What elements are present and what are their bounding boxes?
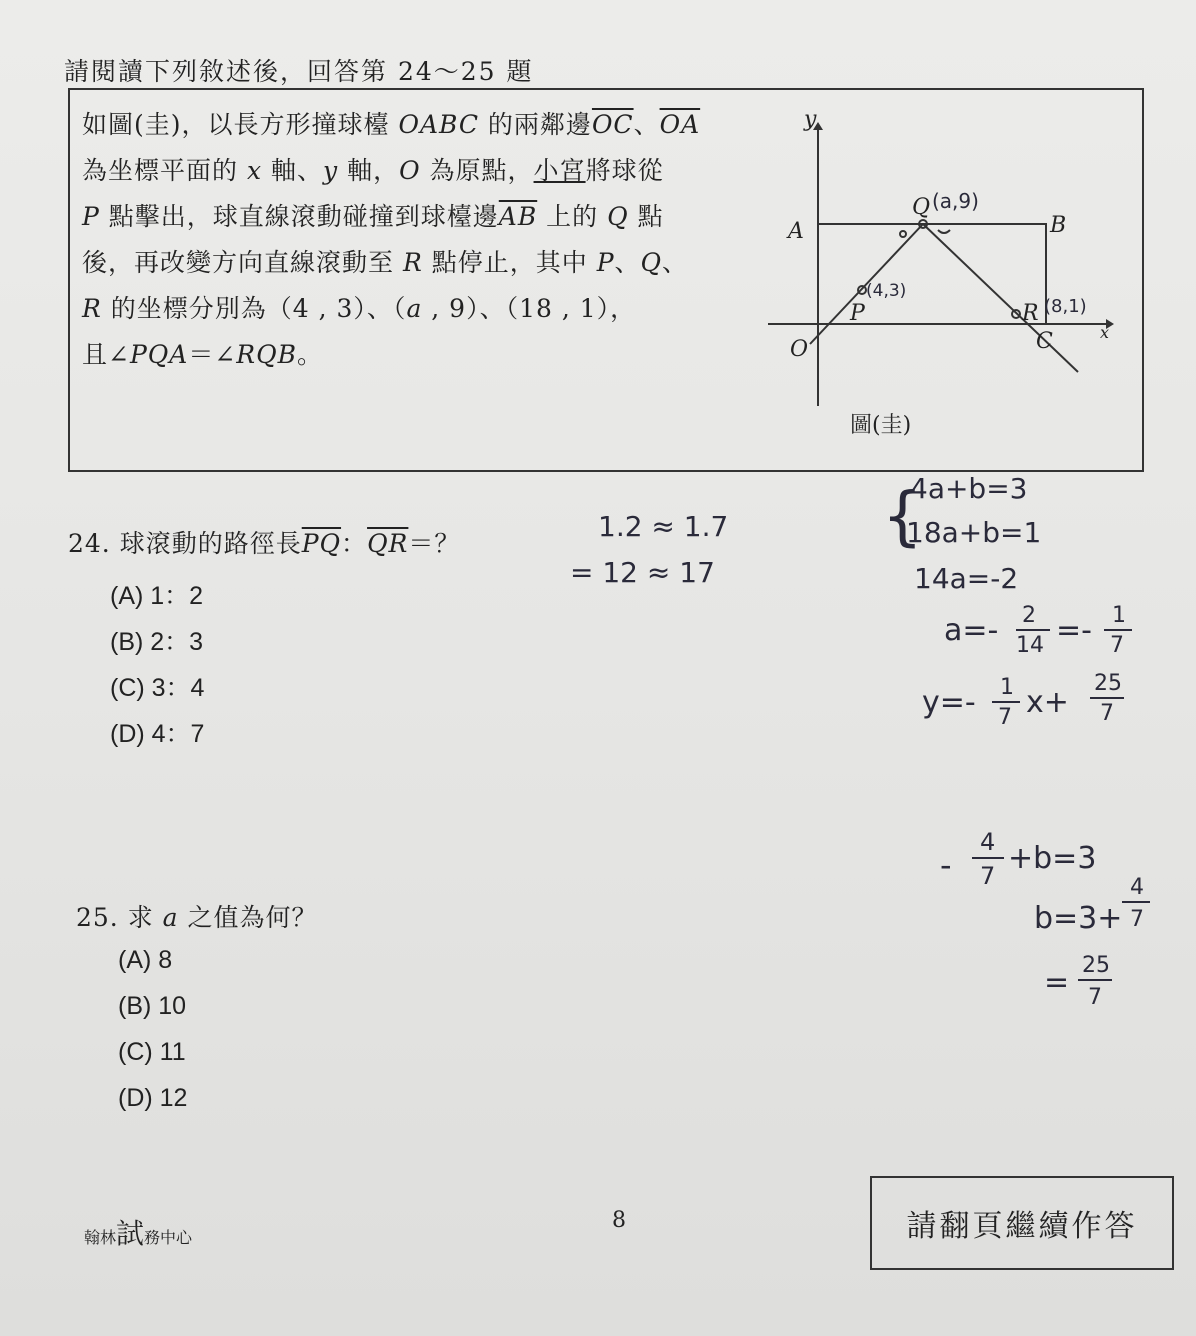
figure-caption: 圖(圭) [850,413,912,438]
label-c: C [1036,329,1053,354]
reading-intro: 請閱讀下列敘述後，回答第 24～25 題 [64,57,534,86]
label-p: P [850,301,865,326]
passage-line-3: P 點擊出，球直線滾動碰撞到球檯邊$\overline{AB}$ 上的 Q 點 [82,202,664,231]
hw-eq6-n: 4 [980,828,996,856]
hw-eq5-b: x+ [1026,685,1069,720]
hw-eq5-a: y=- [922,685,976,720]
hw-eq7-a: b=3+ [1034,901,1123,936]
publisher-logo: 翰林試務中心 [84,1217,193,1250]
label-q: Q [912,195,931,220]
passage-line-5: R 的坐標分別為（4 , 3）、（a , 9）、（18 , 1）， [82,294,637,323]
question-25: 25. 求 a 之值為何？ [76,903,318,932]
label-y: y [804,107,817,132]
hw-eq8-n: 25 [1082,953,1110,978]
angle-mark-right [938,230,950,233]
billiard-figure [760,100,1140,440]
hw-eq8-d: 7 [1088,985,1102,1010]
hw-brace: { [882,480,923,554]
label-b: B [1050,213,1067,238]
hw-eq7-d: 7 [1130,907,1144,932]
hw-eq2: 18a+b=1 [906,516,1042,549]
q25-option-b[interactable]: (B) 10 [118,992,187,1020]
q24-option-d[interactable]: (D) 4：7 [110,720,205,748]
continue-notice: 請翻頁繼續作答 [870,1176,1174,1270]
hw-eq1: 4a+b=3 [910,472,1028,505]
passage-line-2: 為坐標平面的 x 軸、y 軸，O 為原點，小宮將球從 [82,156,664,185]
hw-eq4-n: 2 [1022,603,1036,628]
hw-r-coord: (8,1) [1044,296,1087,317]
hw-eq8-a: = [1044,965,1070,1000]
page-number: 8 [612,1208,626,1233]
hw-eq4-mid: =- [1056,613,1092,648]
hw-eq6-minus: - [940,846,952,884]
passage-line-6: 且∠PQA＝∠RQB。 [82,340,323,369]
hw-eq6-d: 7 [980,862,996,890]
label-r: R [1022,301,1039,326]
hw-eq5-n2: 25 [1094,671,1122,696]
hw-ratio-2: = 12 ≈ 17 [570,556,715,589]
hw-eq4-d2: 7 [1110,633,1124,658]
label-o: O [790,337,809,362]
q24-option-b[interactable]: (B) 2：3 [110,628,204,656]
hw-ratio-1: 1.2 ≈ 1.7 [598,510,729,543]
hw-eq6-rest: +b=3 [1008,841,1097,876]
label-a: A [788,219,804,244]
passage-line-1: 如圖(圭)，以長方形撞球檯 OABC 的兩鄰邊$\overline{OC}$、$\overline{OA}$ [82,110,701,139]
passage-line-4: 後，再改變方向直線滾動至 R 點停止，其中 P、Q、 [82,248,689,277]
hw-eq7-n: 4 [1130,875,1144,900]
hw-eq4-a: a=- [944,613,999,648]
label-x: x [1100,323,1110,342]
passage-box [68,88,1144,472]
q24-option-a[interactable]: (A) 1：2 [110,582,204,610]
hw-eq4-d: 14 [1016,633,1044,658]
hw-q-coord: (a,9) [932,189,979,213]
hw-eq4-n2: 1 [1112,603,1126,628]
hw-eq5-d: 7 [998,705,1012,730]
hw-p-coord: (4,3) [866,281,907,301]
angle-mark-left [900,231,906,237]
q24-option-c[interactable]: (C) 3：4 [110,674,205,702]
passage-text [82,102,762,378]
q25-option-c[interactable]: (C) 11 [118,1038,186,1066]
question-24: 24. 球滾動的路徑長$\overline{PQ}$：$\overline{QR}=$？ [68,529,461,558]
hw-eq3: 14a=-2 [914,562,1019,595]
hw-eq5-n: 1 [1000,675,1014,700]
q25-option-d[interactable]: (D) 12 [118,1084,188,1112]
q25-option-a[interactable]: (A) 8 [118,946,173,974]
hw-eq5-d2: 7 [1100,701,1114,726]
